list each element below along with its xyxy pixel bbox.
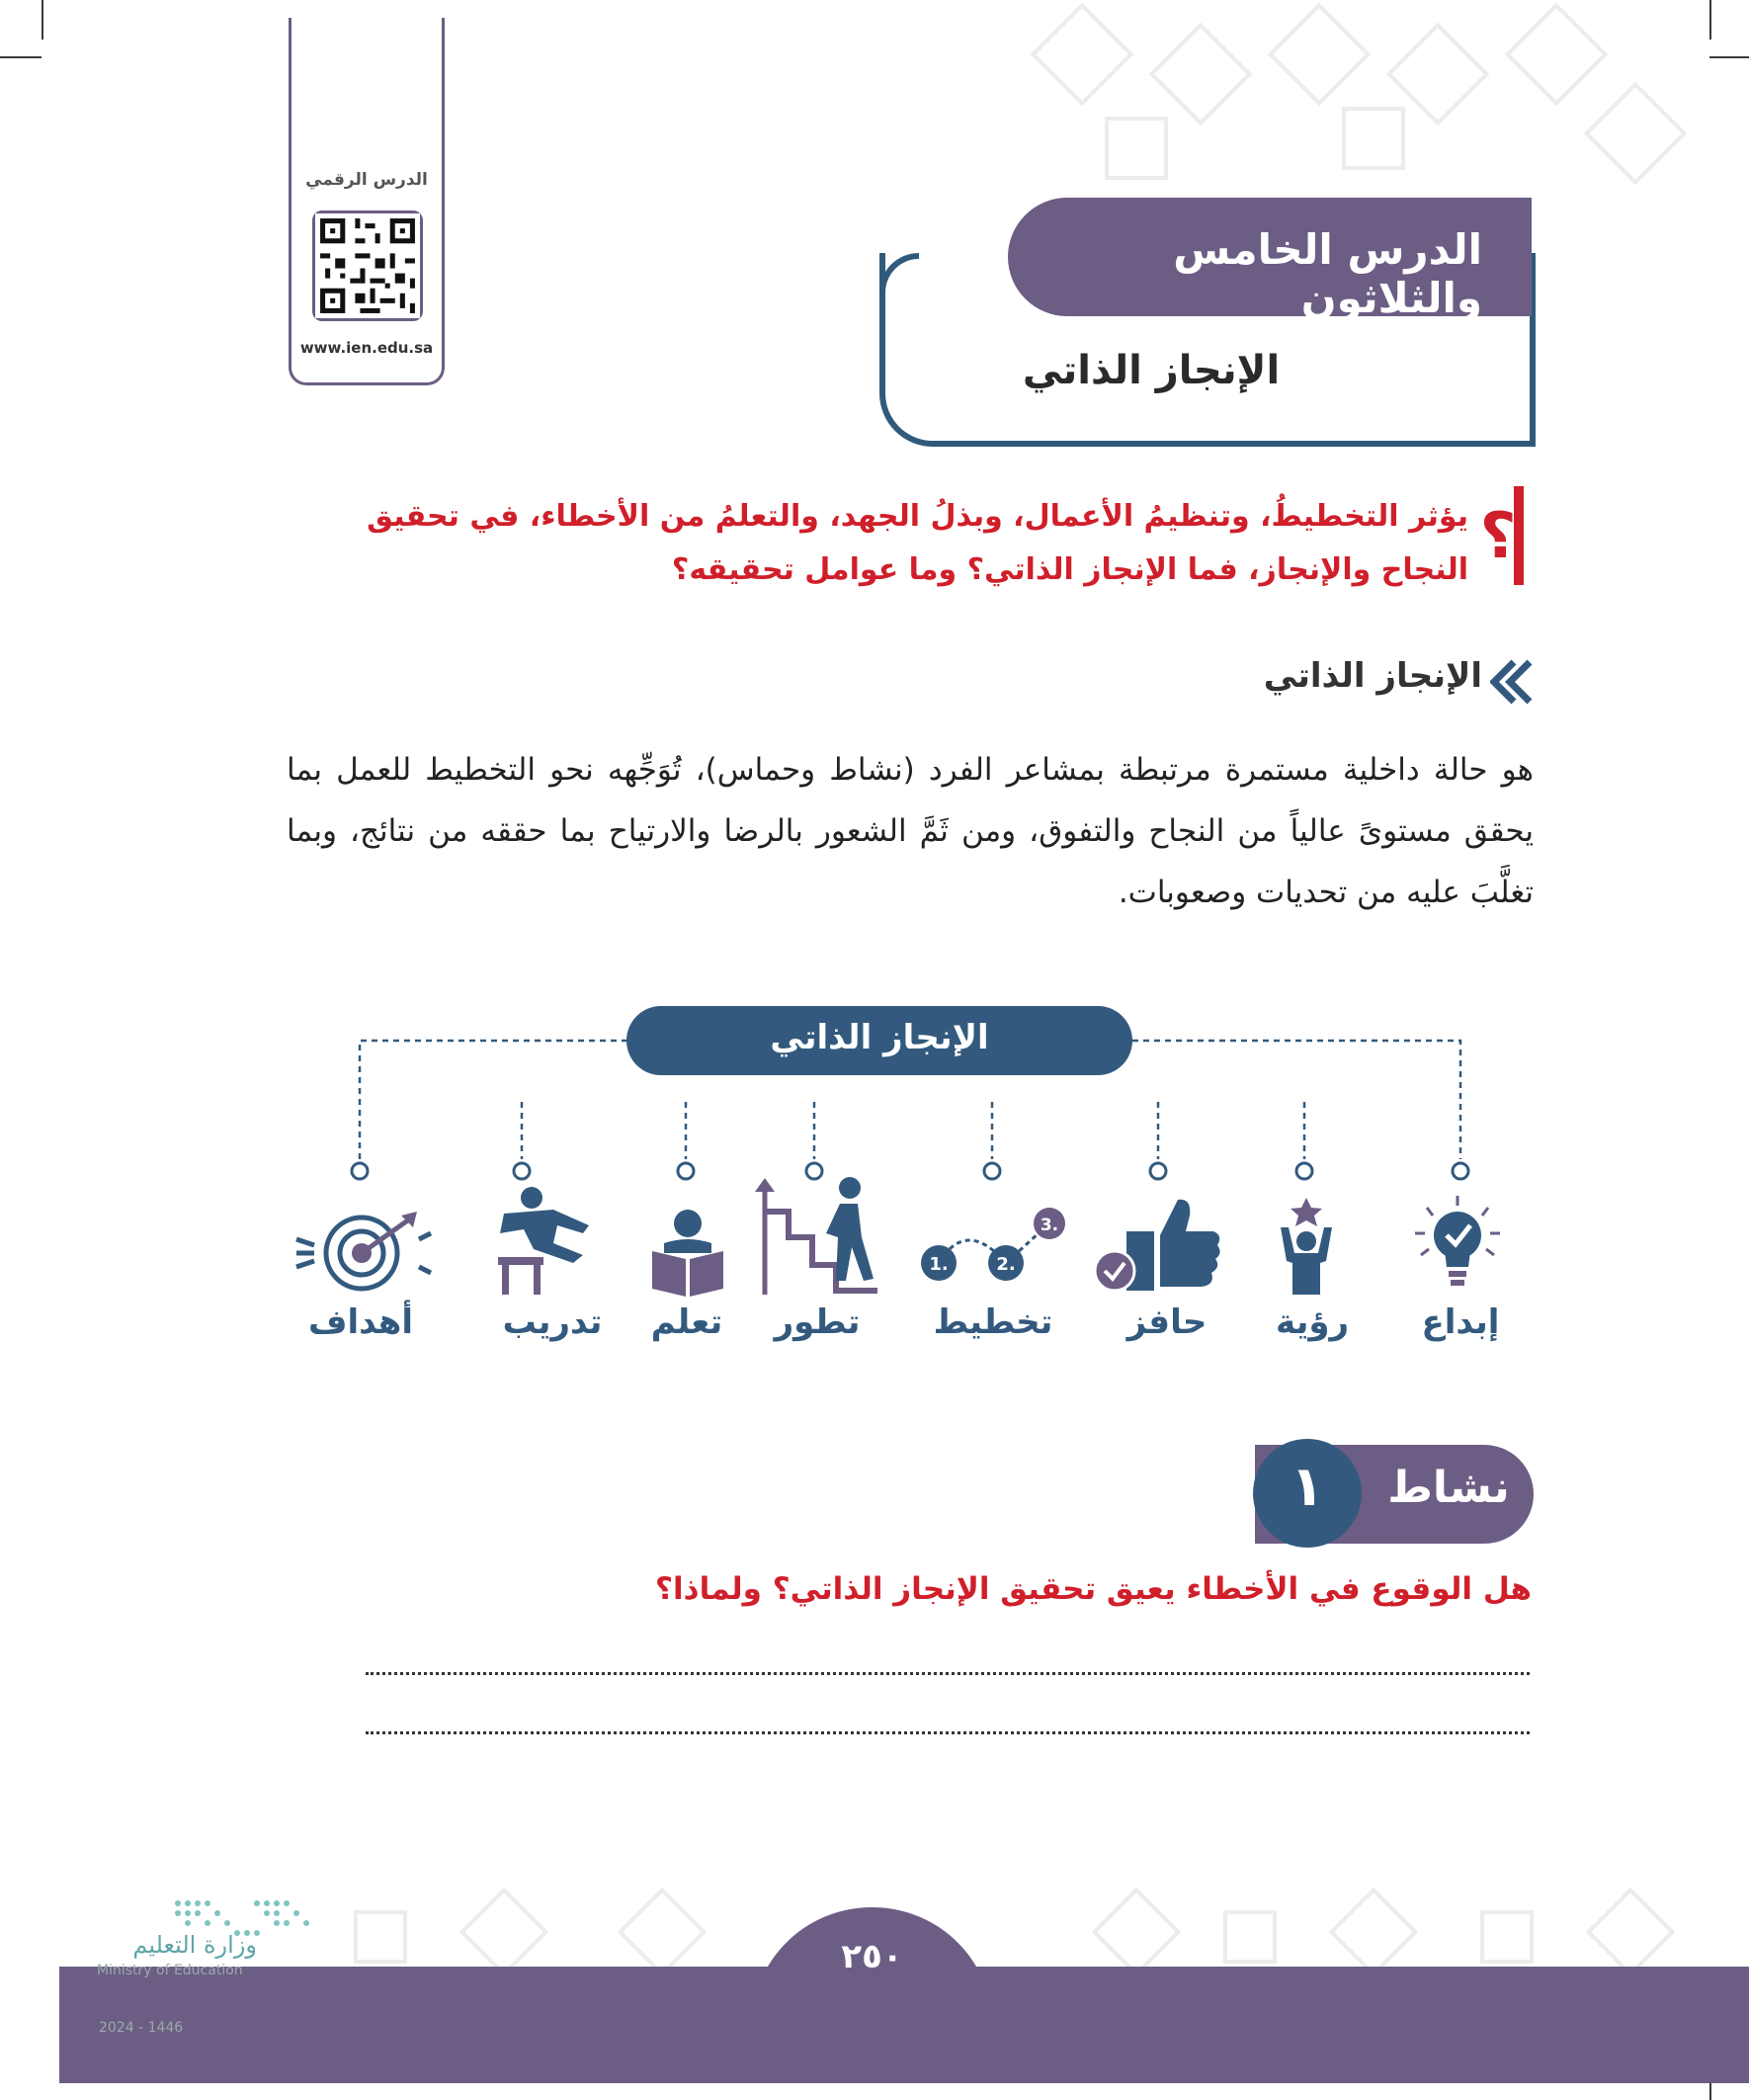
person-star-icon [1275, 1198, 1338, 1295]
hurdle-jump-icon [494, 1186, 603, 1297]
svg-text:2.: 2. [996, 1254, 1016, 1275]
diagram-label-training: تدريب [502, 1302, 603, 1342]
answer-line[interactable] [366, 1731, 1530, 1734]
crop-mark [0, 56, 42, 58]
section-definition: هو حالة داخلية مستمرة مرتبطة بمشاعر الفرد (نشاط وحماس)، تُوَجِّهه نحو التخطيط للعمل بما يحقق مستوىً عالياً من النجاح والتفوق، ومن ثَمَّ الشعور بالرضا والارتياح بما حققه من نتائج، وبما تغلَّبَ عليه من تحديات وصعوبات. [287, 752, 1534, 910]
activity-label: نشاط [1387, 1463, 1510, 1513]
lesson-subtitle: الإنجاز الذاتي [1022, 348, 1281, 393]
lightbulb-check-icon [1413, 1196, 1502, 1295]
activity-question: هل الوقوع في الأخطاء يعيق تحقيق الإنجاز الذاتي؟ ولماذا؟ [655, 1571, 1532, 1607]
diagram-label-goals: أهداف [307, 1302, 414, 1342]
crop-mark [42, 0, 43, 40]
page-number: ٢٥٠ [841, 1937, 903, 1976]
edition-year: 2024 - 1446 [99, 2020, 184, 2036]
activity-number: ١ [1290, 1455, 1325, 1519]
lesson-title: الدرس الخامس والثلاثون [1173, 225, 1482, 322]
diagram-label-vision: رؤية [1275, 1302, 1350, 1342]
qr-code-icon [315, 213, 420, 318]
double-chevron-left-icon [1490, 658, 1536, 706]
crop-mark [1709, 0, 1711, 40]
intro-question: يؤثر التخطيطُ، وتنظيمُ الأعمال، وبذلُ الجهد، والتعلمُ من الأخطاء، في تحقيق النجاح والإنجاز، فما الإنجاز الذاتي؟ وما عوامل تحقيقه؟ [367, 499, 1468, 587]
diagram-title: الإنجاز الذاتي [770, 1018, 989, 1057]
thumbs-up-icon [1093, 1196, 1223, 1295]
answer-line[interactable] [366, 1672, 1530, 1675]
digital-lesson-label: الدرس الرقمي [305, 170, 428, 190]
svg-text:؟: ؟ [1479, 500, 1517, 573]
reading-person-icon [648, 1208, 727, 1297]
steps-plan-icon [919, 1208, 1077, 1299]
diagram-label-planning: تخطيط [933, 1302, 1053, 1342]
svg-text:3.: 3. [1040, 1216, 1059, 1235]
ministry-name-arabic: وزارة التعليم [132, 1931, 257, 1959]
diagram-label-creativity: إبداع [1421, 1302, 1500, 1342]
target-arrow-icon [292, 1206, 441, 1295]
diagram-label-motivation: حافز [1126, 1302, 1208, 1342]
crop-mark [1709, 56, 1749, 58]
website-url[interactable]: www.ien.edu.sa [299, 339, 434, 357]
svg-text:1.: 1. [929, 1254, 949, 1275]
stairs-climb-icon [753, 1176, 881, 1297]
question-mark-icon [1478, 486, 1524, 585]
section-title: الإنجاز الذاتي [1263, 656, 1482, 696]
digital-lesson-card [289, 18, 445, 385]
diagram-label-learning: تعلم [650, 1302, 723, 1342]
ministry-name-english: Ministry of Education [97, 1963, 243, 1978]
qr-code[interactable] [312, 210, 423, 321]
diagram-label-growth: تطور [774, 1302, 861, 1342]
